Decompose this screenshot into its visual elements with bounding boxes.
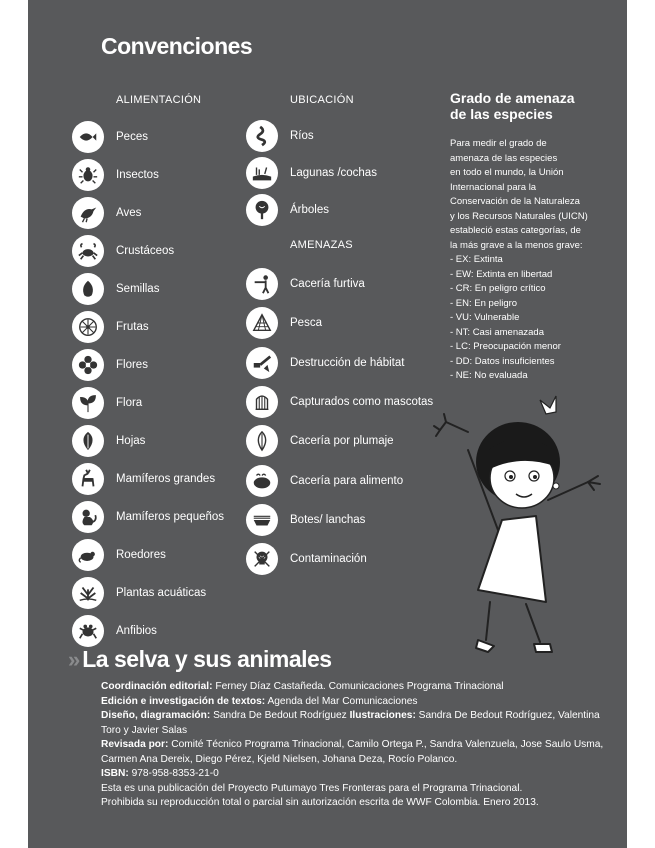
section-title: La selva y sus animales — [82, 646, 332, 672]
legend-item — [72, 272, 159, 306]
credit-label: Coordinación editorial: — [101, 681, 213, 692]
section-header — [68, 646, 332, 673]
monkey-icon — [72, 501, 104, 533]
credit-label: Ilustraciones: — [349, 710, 416, 721]
legend-item-label: Cacería furtiva — [290, 278, 365, 290]
legend-item — [246, 193, 329, 227]
aquatic-plant-icon — [72, 577, 104, 609]
credit-line — [101, 709, 621, 738]
legend-item — [72, 462, 215, 496]
grado-line: Para medir el grado de — [450, 138, 547, 149]
legend-item — [246, 119, 314, 153]
grado-line: - EN: En peligro — [450, 297, 518, 309]
legend-item-label: Árboles — [290, 204, 329, 216]
page-title: Convenciones — [101, 33, 253, 59]
legend-item — [72, 348, 148, 382]
legend-item-label: Crustáceos — [116, 245, 175, 257]
legend-item — [246, 267, 365, 301]
hunter-icon — [246, 268, 278, 300]
credit-text: Sandra De Bedout Rodríguez — [210, 710, 350, 721]
grado-line: amenaza de las especies — [450, 152, 558, 164]
boat-icon — [246, 504, 278, 536]
grado-line: la más grave a la menos grave: — [450, 239, 583, 251]
credit-text: Agenda del Mar Comunicaciones — [265, 695, 418, 707]
legend-item-label: Flores — [116, 359, 148, 371]
grado-amenaza-text — [450, 137, 630, 384]
grado-line: - NT: Casi amenazada — [450, 326, 544, 338]
grado-line: - VU: Vulnerable — [450, 312, 520, 323]
credit-label: Edición e investigación de textos: — [101, 695, 266, 707]
credit-text: Comité Técnico Programa Trinacional, Camilo Ortega P., Sandra Valenzuela, Jose Saulo Usma, Carmen Ana Dereix, Diego Pérez, Kjeld Nielsen, Johana Deza, Rocío Polanco. — [101, 739, 604, 765]
legend-item — [72, 424, 145, 458]
legend-item-label: Plantas acuáticas — [116, 587, 207, 599]
girl-illustration — [428, 390, 608, 670]
legend-item — [72, 576, 206, 610]
legend-item-label: Peces — [116, 131, 148, 143]
legend-item-label: Aves — [116, 207, 142, 219]
legend-item — [246, 503, 365, 537]
legend-item-label: Ríos — [290, 130, 314, 142]
credits-block — [101, 680, 621, 811]
grado-line: - EX: Extinta — [450, 254, 503, 265]
legend-item — [246, 424, 394, 458]
grado-line: estableció estas categorías, de — [450, 225, 581, 236]
leaf-icon — [72, 425, 104, 457]
crab-icon — [72, 235, 104, 267]
legend-item-label: Anfibios — [116, 625, 157, 637]
grado-line: - LC: Preocupación menor — [450, 341, 561, 352]
grado-title-line: de las especies — [450, 106, 553, 122]
skull-icon — [246, 543, 278, 575]
rodent-icon — [72, 539, 104, 571]
convenciones-panel — [28, 0, 627, 848]
chainsaw-icon — [246, 347, 278, 379]
legend-item — [72, 120, 148, 154]
flower-icon — [72, 349, 104, 381]
credit-label: ISBN: — [101, 768, 129, 779]
seed-icon — [72, 273, 104, 305]
legend-item-label: Flora — [116, 397, 143, 409]
grado-line: - EW: Extinta en libertad — [450, 268, 553, 280]
credit-line — [101, 680, 621, 695]
legend-item-label: Botes/ lanchas — [290, 513, 366, 526]
cage-icon — [246, 386, 278, 418]
legend-item-label: Cacería por plumaje — [290, 435, 394, 448]
legend-item — [246, 542, 367, 576]
legend-item-label: Pesca — [290, 317, 322, 330]
credit-line: Esta es una publicación del Proyecto Putumayo Tres Fronteras para el Programa Trinacional. — [101, 782, 523, 794]
fishing-net-icon — [246, 307, 278, 339]
legend-item — [246, 306, 322, 340]
legend-item-label: Cacería para alimento — [290, 474, 404, 487]
legend-item — [72, 234, 174, 268]
fruit-icon — [72, 311, 104, 343]
grado-line: Internacional para la — [450, 181, 537, 193]
legend-item — [72, 310, 149, 344]
lagoon-icon — [246, 157, 278, 189]
grado-title-line: Grado de amenaza — [450, 90, 575, 106]
fish-icon — [72, 121, 104, 153]
amenazas-heading: AMENAZAS — [290, 239, 353, 251]
grado-amenaza-title — [450, 90, 620, 122]
grado-line: - CR: En peligro crítico — [450, 283, 546, 294]
legend-item-label: Frutas — [116, 321, 149, 333]
legend-item — [72, 196, 141, 230]
tree-icon — [246, 194, 278, 226]
legend-item-label: Mamíferos pequeños — [116, 511, 225, 523]
alimentacion-heading: ALIMENTACIÓN — [116, 94, 202, 106]
deer-icon — [72, 463, 104, 495]
legend-item — [246, 464, 403, 498]
credit-text: Sandra De Bedout Rodríguez, Valentina Toro y Javier Salas — [101, 710, 600, 736]
insect-icon — [72, 159, 104, 191]
bird-icon — [72, 197, 104, 229]
legend-item — [72, 386, 142, 420]
legend-item-label: Lagunas /cochas — [290, 167, 377, 179]
legend-item — [72, 500, 224, 534]
feather-icon — [246, 425, 278, 457]
legend-item-label: Destrucción de hábitat — [290, 356, 405, 369]
legend-item-label: Insectos — [116, 169, 159, 181]
legend-item-label: Semillas — [116, 283, 160, 295]
ubicacion-heading: UBICACIÓN — [290, 94, 354, 106]
legend-item-label: Roedores — [116, 549, 166, 561]
credit-line — [101, 767, 621, 782]
legend-item — [246, 385, 433, 419]
food-icon — [246, 465, 278, 497]
river-icon — [246, 120, 278, 152]
credit-text: 978-958-8353-21-0 — [128, 768, 219, 779]
frog-icon — [72, 615, 104, 647]
grado-line: en todo el mundo, la Unión — [450, 167, 564, 178]
legend-item — [246, 156, 377, 190]
legend-item-label: Hojas — [116, 435, 146, 447]
legend-item — [72, 158, 159, 192]
legend-item — [72, 614, 157, 648]
credit-label: Revisada por: — [101, 739, 169, 750]
chevron-icon: » — [68, 646, 77, 672]
credit-line — [101, 738, 621, 767]
legend-item — [72, 538, 166, 572]
legend-item-label: Capturados como mascotas — [290, 395, 434, 408]
credit-text: Ferney Díaz Castañeda. Comunicaciones Programa Trinacional — [212, 681, 504, 692]
legend-item-label: Mamíferos grandes — [116, 473, 216, 485]
grado-line: Conservación de la Naturaleza — [450, 196, 580, 207]
grado-line: y los Recursos Naturales (UICN) — [450, 210, 588, 222]
grado-line: - DD: Datos insuficientes — [450, 355, 555, 367]
grado-line: - NE: No evaluada — [450, 370, 528, 381]
credit-label: Diseño, diagramación: — [101, 710, 211, 721]
credit-line: Prohibida su reproducción total o parcial sin autorización escrita de WWF Colombia. Enero 2013. — [101, 797, 539, 808]
legend-item — [246, 346, 404, 380]
credit-line — [101, 695, 621, 710]
plant-icon — [72, 387, 104, 419]
legend-item-label: Contaminación — [290, 553, 367, 566]
